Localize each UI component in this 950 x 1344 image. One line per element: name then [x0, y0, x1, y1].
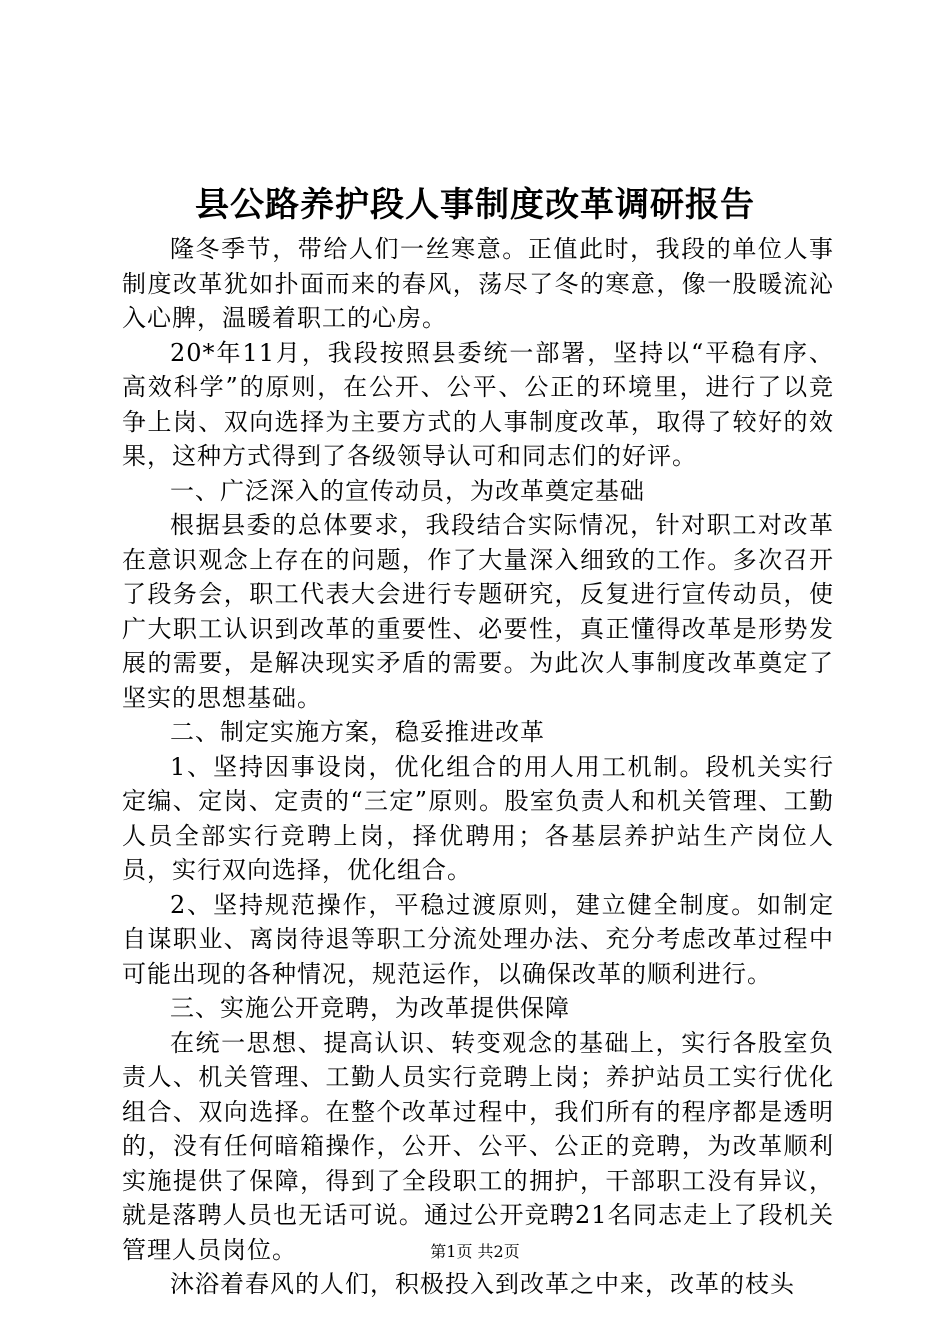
paragraph-section-3: 在统一思想、提高认识、转变观念的基础上，实行各股室负责人、机关管理、工勤人员实行竞聘上岗；养护站员工实行优化组合、双向选择。在整个改革过程中，我们所有的程序都是透明的，没有任何暗箱操作，公开、公平、公正的竞聘，为改革顺利实施提供了保障，得到了全段职工的拥护，干部职工没有异议，就是落聘人员也无话可说。通过公开竞聘21名同志走上了段机关管理人员岗位。 — [122, 1028, 834, 1264]
paragraph-item-2: 2、坚持规范操作，平稳过渡原则，建立健全制度。如制定自谋职业、离岗待退等职工分流处理办法、充分考虑改革过程中可能出现的各种情况，规范运作，以确保改革的顺利进行。 — [122, 890, 834, 988]
document-title: 县公路养护段人事制度改革调研报告 — [195, 185, 755, 225]
paragraph-overview: 20*年11月，我段按照县委统一部署，坚持以“平稳有序、高效科学”的原则，在公开、公平、公正的环境里，进行了以竞争上岗、双向选择为主要方式的人事制度改革，取得了较好的效果，这种方式得到了各级领导认可和同志们的好评。 — [122, 338, 834, 470]
section-heading-2: 二、制定实施方案，稳妥推进改革 — [170, 718, 545, 746]
paragraph-closing: 沐浴着春风的人们，积极投入到改革之中来，改革的枝头 — [170, 1270, 795, 1298]
section-heading-1: 一、广泛深入的宣传动员，为改革奠定基础 — [170, 476, 645, 505]
paragraph-intro: 隆冬季节，带给人们一丝寒意。正值此时，我段的单位人事制度改革犹如扑面而来的春风，荡尽了冬的寒意，像一股暖流沁入心脾，温暖着职工的心房。 — [122, 235, 834, 332]
paragraph-item-1: 1、坚持因事设岗，优化组合的用人用工机制。段机关实行定编、定岗、定责的“三定”原则。股室负责人和机关管理、工勤人员全部实行竞聘上岗，择优聘用；各基层养护站生产岗位人员，实行双向选择，优化组合。 — [122, 752, 834, 884]
section-heading-3: 三、实施公开竞聘，为改革提供保障 — [170, 994, 570, 1022]
document-body — [122, 232, 834, 1302]
page-footer: 第1页 共2页 — [430, 1242, 520, 1261]
paragraph-section-1: 根据县委的总体要求，我段结合实际情况，针对职工对改革在意识观念上存在的问题，作了大量深入细致的工作。多次召开了段务会，职工代表大会进行专题研究，反复进行宣传动员，使广大职工认识到改革的重要性、必要性，真正懂得改革是形势发展的需要，是解决现实矛盾的需要。为此次人事制度改革奠定了坚实的思想基础。 — [122, 511, 834, 712]
